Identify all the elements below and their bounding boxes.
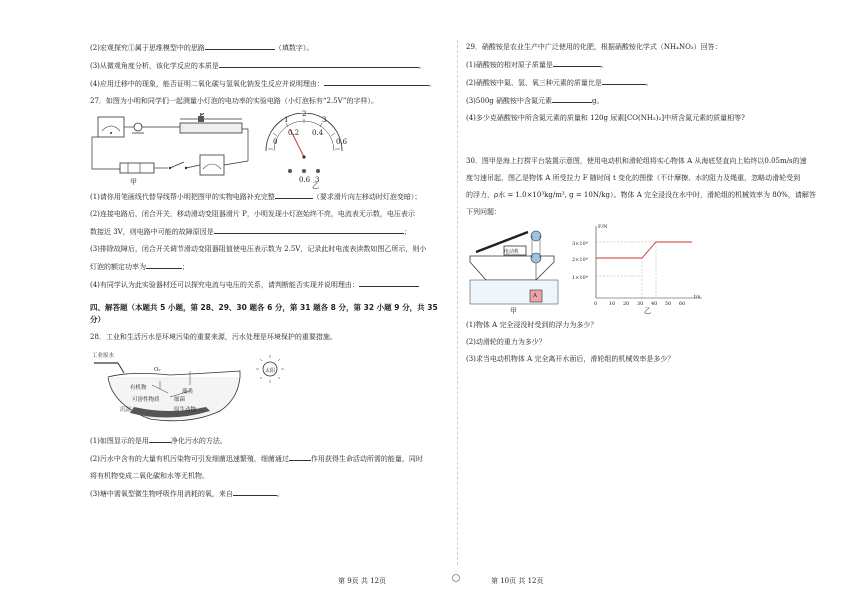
dial-label: 3 <box>322 116 327 124</box>
left-column <box>90 42 450 506</box>
figure-label-yi: 乙 <box>312 182 319 190</box>
q26-3: (3)从微观角度分析，该化学反应的本质是 。 <box>90 62 426 70</box>
q29-3: (3)500g 硝酸铵中含氮元素 g。 <box>466 97 604 105</box>
q27-2b: 数接近 3V，则电路中可能的故障原因是 ； <box>90 228 411 236</box>
figure-label-jia: 甲 <box>130 178 137 186</box>
x-tick: 60 <box>679 301 686 307</box>
x-tick: 50 <box>665 301 672 307</box>
q30-q1: (1)物体 A 完全浸没时受到的浮力为多少？ <box>466 321 598 329</box>
label-wastewater: 工业废水 <box>92 353 115 359</box>
q30-line4: 下列问题： <box>466 208 501 216</box>
answer-blank[interactable] <box>214 226 404 234</box>
dial-label: 0.6 <box>336 138 348 146</box>
q27-intro: 27．如图为小明和同学们一起测量小灯泡的电功率的实验电路（小灯泡标有“2.5V”的字样）。 <box>90 97 379 105</box>
figure-label-jia: 甲 <box>510 307 517 315</box>
answer-blank[interactable] <box>233 488 277 496</box>
answer-blank[interactable] <box>146 261 182 269</box>
y-tick: 3×10⁴ <box>572 241 588 247</box>
q29-2: (2)硝酸铵中氮、氢、氧三种元素的质量比是 。 <box>466 79 653 87</box>
answer-blank[interactable] <box>149 435 171 443</box>
q28-figure <box>90 349 450 429</box>
x-axis-label: t/s <box>694 294 701 300</box>
q27-3a: (3)排除故障后，闭合开关调节滑动变阻器阻值使电压表示数为 2.5V，记录此时电流表读数如图乙所示，则小 <box>90 245 427 253</box>
q29-4: (4)多少克硝酸铵中所含氮元素的质量和 120g 尿素[CO(NH₂)₂]中所含氮元素的质量相等? <box>466 114 745 122</box>
switch-icon <box>170 162 184 168</box>
q30-line1: 30．图甲是海上打捞平台装置示意图，使用电动机和滑轮组将实心物体 A 从海底竖直向上始终以0.05m/s的速 <box>466 157 807 165</box>
dial-label: 1 <box>284 116 289 124</box>
ammeter-icon <box>200 155 224 175</box>
q30-figure <box>466 224 836 315</box>
section-4-title-cont: 分） <box>90 315 105 324</box>
q30-line3: 的浮力，ρ水 = 1.0×10³kg/m³, g = 10N/kg）。物体 A 完全浸没在水中时，滑轮组的机械效率为 80%，请解答 <box>466 191 816 199</box>
pulley-icon <box>531 231 541 241</box>
figure-label-yi: 乙 <box>644 307 651 315</box>
rheostat-icon <box>180 123 242 133</box>
answer-blank[interactable] <box>552 95 592 103</box>
dial-label: 0 <box>273 138 278 146</box>
dial-label: 0.4 <box>312 129 324 137</box>
answer-blank[interactable] <box>289 453 311 461</box>
label-motor: 电动机 <box>504 249 520 255</box>
dial-label: 0.2 <box>288 129 300 137</box>
section-4-title: 四、解答题（本题共 5 小题，第 28、29、30 题各 6 分，第 31 题各 8 分，第 32 小题 9 分，共 35 <box>90 303 438 312</box>
q27-figure <box>90 110 450 186</box>
label-organic: 有机物 <box>130 385 147 391</box>
q26-4: (4)应用迁移中的现象，能否证明二氧化碳与氢氧化钠发生反应并说明理由： 。 <box>90 80 436 88</box>
q29-1: (1)硝酸铵的相对原子质量是 。 <box>466 61 608 69</box>
x-tick: 20 <box>623 301 630 307</box>
q30-q2: (2)动滑轮的重力为多少？ <box>466 338 546 346</box>
q30-line2: 度匀速吊起，图乙是物体 A 所受拉力 F 随时间 t 变化的图像（不计摩擦、水的阻力及绳重，忽略动滑轮受到 <box>466 174 801 182</box>
label-soluble: 可溶性物质 <box>132 397 160 403</box>
salvage-diagram <box>466 224 706 306</box>
label-object-a: A <box>533 293 537 299</box>
answer-blank[interactable] <box>205 42 275 50</box>
answer-blank[interactable] <box>219 60 419 68</box>
q27-4: (4)有同学认为此实验器材还可以探究电流与电压的关系，请判断能否实现并说明理由： <box>90 279 450 290</box>
y-tick: 1×10⁴ <box>572 275 588 281</box>
page-right <box>430 0 860 608</box>
q30-q3: (3)求当电动机物体 A 完全离开水面后，滑轮组的机械效率是多少？ <box>466 355 675 363</box>
dial-label: 2 <box>302 110 307 118</box>
battery-icon <box>120 163 154 173</box>
platform-icon <box>470 256 554 280</box>
answer-blank[interactable] <box>359 279 419 287</box>
label-sun: 太阳 <box>265 368 276 374</box>
page-number-right: 第 10页 共 12页 <box>491 577 544 585</box>
force-curve <box>596 242 692 258</box>
q29-intro: 29．硝酸铵是农业生产中广泛使用的化肥，根据硝酸铵化学式（NH₄NO₃）回答： <box>466 43 722 51</box>
answer-blank[interactable] <box>275 191 313 199</box>
y-axis-label: F/N <box>598 224 608 230</box>
label-bacteria: 细菌 <box>174 397 186 403</box>
q28-2b: 将有机物变成二氧化碳和水等无机物。 <box>90 472 209 480</box>
q28-intro: 28．工业和生活污水是环境污染的重要来源，污水处理是环境保护的重要措施。 <box>90 333 337 341</box>
answer-blank[interactable] <box>324 78 429 86</box>
q27-3b: 灯泡的额定功率为 ； <box>90 263 189 271</box>
q26-2: (2)宏观探究①属于思维模型中的思路 （填数字）。 <box>90 44 314 52</box>
y-tick: 2×10⁴ <box>572 257 588 263</box>
water-icon <box>470 280 558 304</box>
pulley-icon <box>531 253 541 263</box>
terminal-label: 0.6 <box>299 176 311 184</box>
answer-blank[interactable] <box>553 59 601 67</box>
circuit-diagram <box>90 113 450 185</box>
q27-2a: (2)连接电路后，闭合开关，移动滑动变阻器滑片 P，小明发现小灯泡始终不亮，电流表无示数，电压表示 <box>90 210 415 218</box>
q28-3: (3)塘中需氧型微生物呼吸作用消耗的氧，来自 。 <box>90 490 284 498</box>
x-tick: 30 <box>637 301 644 307</box>
answer-blank[interactable] <box>602 77 646 85</box>
urea-formula: [CO(NH₂)₂] <box>624 114 665 122</box>
q28-2a: (2)污水中含有的大量有机污染物可引发细菌迅速繁殖，细菌通过 作用获得生命活动所需的能量，同时 <box>90 455 423 463</box>
label-o2: O₂ <box>154 367 161 373</box>
bulb-icon <box>134 123 142 131</box>
x-tick: 0 <box>594 301 598 307</box>
label-protozoa: 原生动物 <box>174 407 197 413</box>
x-tick: 10 <box>609 301 616 307</box>
q27-1: (1)请你用笔画线代替导线帮小明把图甲的实物电路补充完整 （要求滑片向左移动时灯泡变暗）； <box>90 193 422 201</box>
label-algae: 藻类 <box>182 389 194 395</box>
svg-text:P: P <box>200 113 205 118</box>
x-tick: 40 <box>651 301 658 307</box>
q28-1: (1)如图显示的是用 净化污水的方法。 <box>90 437 227 445</box>
label-sediment: 沉淀 <box>120 407 132 413</box>
page-number-left: 第 9页 共 12页 <box>338 577 387 585</box>
terminal-label: 3 <box>315 176 320 184</box>
right-column <box>466 42 836 371</box>
